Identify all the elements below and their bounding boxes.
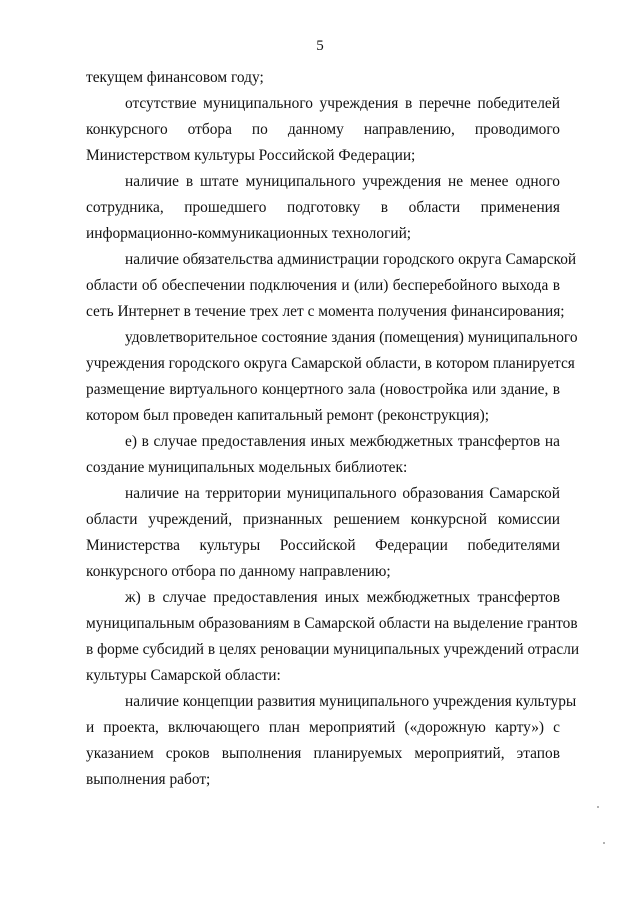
- paragraph-line: культуры Самарской области:: [86, 667, 281, 684]
- paragraph-line: Министерства культуры Российской Федерации победителями: [86, 537, 560, 554]
- paragraph-6: [86, 429, 560, 481]
- paragraph-4: [86, 247, 577, 325]
- paragraph-line: информационно-коммуникационных технологий;: [86, 225, 412, 242]
- paragraph-line: наличие концепции развития муниципального учреждения культуры: [125, 693, 577, 710]
- paragraph-line: указанием сроков выполнения планируемых мероприятий, этапов: [86, 745, 560, 762]
- paragraph-line: конкурсного отбора по данному направлению, проводимого: [86, 121, 560, 138]
- paragraph-line: наличие в штате муниципального учреждения не менее одного: [125, 173, 560, 190]
- paragraph-line: области об обеспечении подключения и (или) бесперебойного выхода в: [86, 277, 560, 294]
- document-body: [86, 65, 580, 793]
- paragraph-line: е) в случае предоставления иных межбюджетных трансфертов на: [125, 433, 560, 450]
- paragraph-line: сеть Интернет в течение трех лет с момента получения финансирования;: [86, 303, 565, 320]
- paragraph-line: выполнения работ;: [86, 771, 211, 788]
- paragraph-line: удовлетворительное состояние здания (помещения) муниципального: [125, 329, 578, 346]
- paragraph-line: Министерством культуры Российской Федерации;: [86, 147, 416, 164]
- page-number: 5: [316, 38, 324, 54]
- paragraph-8: [86, 585, 580, 689]
- paragraph-line: учреждения городского округа Самарской области, в котором планируется: [86, 355, 575, 372]
- paragraph-2: [86, 91, 560, 169]
- paragraph-line: области учреждений, признанных решением конкурсной комиссии: [86, 511, 560, 528]
- paragraph-line: текущем финансовом году;: [86, 69, 264, 86]
- scan-speck: [597, 806, 599, 808]
- paragraph-line: отсутствие муниципального учреждения в перечне победителей: [125, 95, 560, 112]
- paragraph-7: [86, 481, 560, 585]
- paragraph-line: размещение виртуального концертного зала (новостройка или здание, в: [86, 381, 560, 398]
- paragraph-line: конкурсного отбора по данному направлению;: [86, 563, 391, 580]
- paragraph-line: сотрудника, прошедшего подготовку в области применения: [86, 199, 560, 216]
- paragraph-line: и проекта, включающего план мероприятий («дорожную карту») с: [86, 719, 560, 736]
- paragraph-line: наличие обязательства администрации городского округа Самарской: [125, 251, 577, 268]
- paragraph-9: [86, 689, 577, 793]
- paragraph-line: создание муниципальных модельных библиотек:: [86, 459, 408, 476]
- paragraph-line: наличие на территории муниципального образования Самарской: [125, 485, 560, 502]
- scan-speck: [603, 842, 605, 844]
- paragraph-line: ж) в случае предоставления иных межбюджетных трансфертов: [125, 589, 560, 606]
- paragraph-line: котором был проведен капитальный ремонт (реконструкция);: [86, 407, 489, 424]
- paragraph-line: муниципальным образованиям в Самарской области на выделение грантов: [86, 615, 578, 632]
- paragraph-5: [86, 325, 578, 429]
- paragraph-1: [86, 65, 560, 91]
- paragraph-3: [86, 169, 560, 247]
- paragraph-line: в форме субсидий в целях реновации муниципальных учреждений отрасли: [86, 641, 580, 658]
